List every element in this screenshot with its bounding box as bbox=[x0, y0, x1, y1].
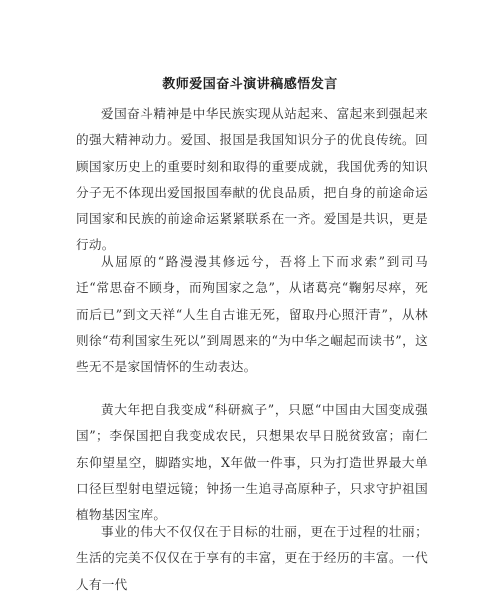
paragraph-1: 爱国奋斗精神是中华民族实现从站起来、富起来到强起来的强大精神动力。爱国、报国是我国知识分子的优良传统。回顾国家历史上的重要时刻和取得的重要成就，我国优秀的知识分子无不体现出爱国报国奉献的优良品质，把自身的前途命运同国家和民族的前途命运紧紧联系在一齐。爱国是共识，更是行动。 bbox=[76, 106, 428, 253]
paragraph-3: 黄大年把自我变成“科研疯子”，只愿“中国由大国变成强国”；李保国把自我变成农民，只想果农早日脱贫致富；南仁东仰望星空，脚踏实地，X年做一件事，只为打造世界最大单口径巨型射电望远镜；钟扬一生追寻高原种子，只求守护祖国植物基因宝库。 bbox=[76, 402, 428, 523]
paragraph-2: 从屈原的“路漫漫其修远兮，吾将上下而求索”到司马迁“常思奋不顾身，而殉国家之急”，从诸葛亮“鞠躬尽瘁，死而后已”到文天祥“人生自古谁无死，留取丹心照汗青”，从林则徐“苟利国家生死以”到周恩来的“为中华之崛起而读书”，这些无不是家国情怀的生动表达。 bbox=[76, 254, 428, 375]
document-title: 教师爱国奋斗演讲稿感悟发言 bbox=[162, 77, 338, 92]
paragraph-4: 事业的伟大不仅仅在于目标的壮丽，更在于过程的壮丽；生活的完美不仅仅在于享有的丰富，更在于经历的丰富。一代人有一代 bbox=[76, 524, 428, 592]
